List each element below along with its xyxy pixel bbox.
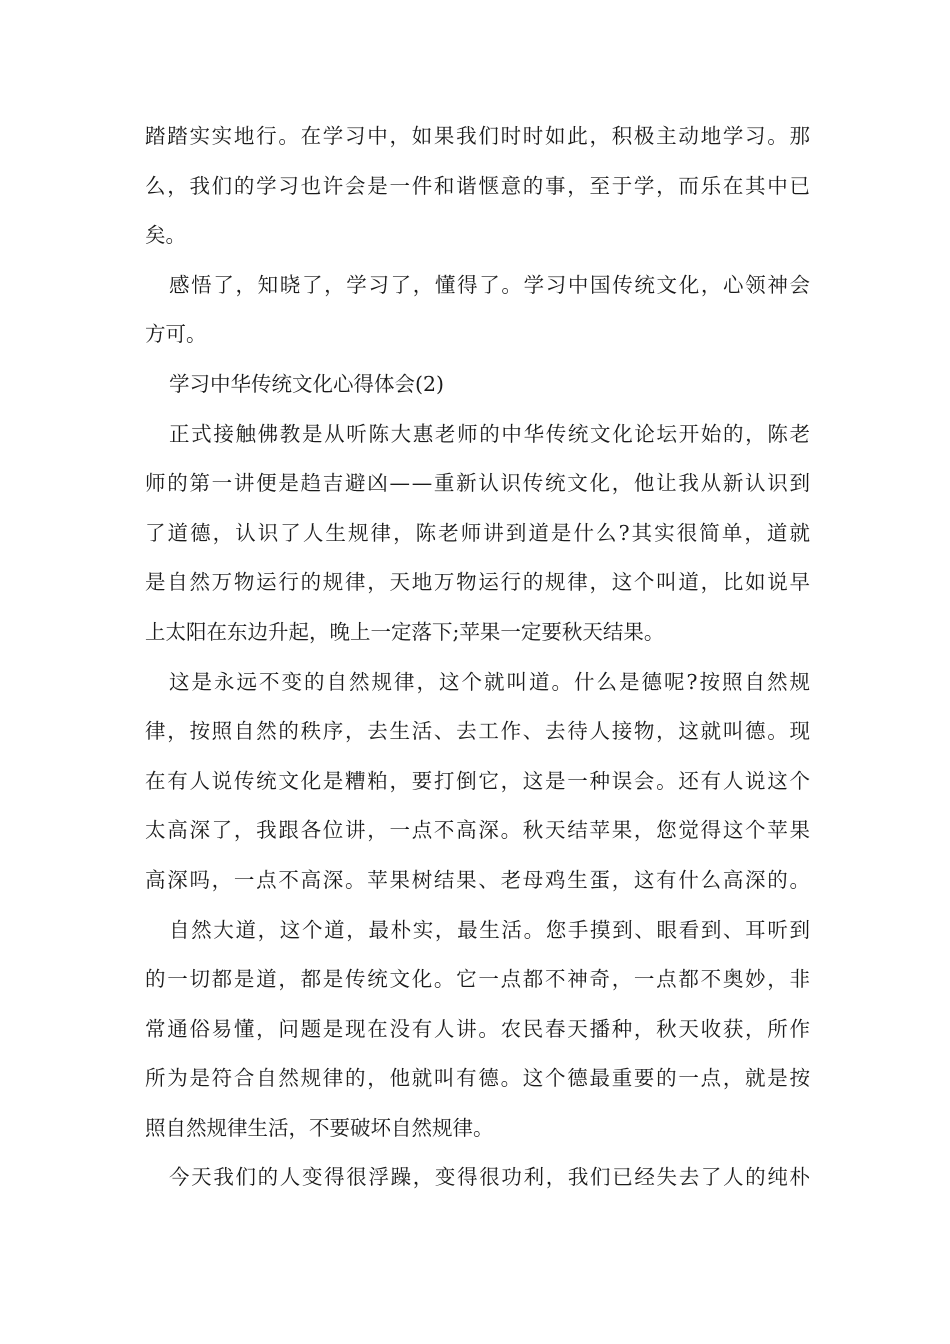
text-line: 踏踏实实地行。在学习中，如果我们时时如此，积极主动地学习。那 (145, 124, 812, 148)
text-line: 在有人说传统文化是糟粕，要打倒它，这是一种误会。还有人说这个 (145, 768, 812, 793)
text-line: 师的第一讲便是趋吉避凶——重新认识传统文化，他让我从新认识到 (145, 471, 812, 496)
text-line: 么，我们的学习也许会是一件和谐惬意的事，至于学，而乐在其中已 (145, 173, 812, 198)
text-line: 方可。 (145, 322, 207, 347)
text-line: 照自然规律生活，不要破坏自然规律。 (145, 1115, 494, 1140)
text-line: 的一切都是道，都是传统文化。它一点都不神奇，一点都不奥妙，非 (145, 967, 812, 992)
paragraph-6 (145, 1153, 810, 1203)
heading-line: 学习中华传统文化心得体会(2) (169, 371, 445, 396)
text-line: 常通俗易懂，问题是现在没有人讲。农民春天播种，秋天收获，所作 (145, 1016, 812, 1041)
text-line: 了道德，认识了人生规律，陈老师讲到道是什么?其实很简单，道就 (145, 520, 813, 545)
text-line: 太高深了，我跟各位讲，一点不高深。秋天结苹果，您觉得这个苹果 (145, 818, 812, 843)
text-line: 自然大道，这个道，最朴实，最生活。您手摸到、眼看到、耳听到 (169, 917, 812, 942)
paragraph-2 (145, 261, 810, 360)
text-line: 律，按照自然的秩序，去生活、去工作、去待人接物，这就叫德。现 (145, 719, 812, 744)
paragraph-1 (145, 112, 810, 261)
text-line: 上太阳在东边升起，晚上一定落下;苹果一定要秋天结果。 (145, 619, 665, 644)
text-line: 这是永远不变的自然规律，这个就叫道。什么是德呢?按照自然规 (169, 669, 812, 694)
document-page (145, 112, 813, 1203)
paragraph-4 (145, 658, 810, 906)
text-line: 是自然万物运行的规律，天地万物运行的规律，这个叫道，比如说早 (145, 570, 812, 595)
text-line: 正式接触佛教是从听陈大惠老师的中华传统文化论坛开始的，陈老 (169, 421, 812, 446)
text-line: 高深吗，一点不高深。苹果树结果、老母鸡生蛋，这有什么高深的。 (145, 867, 812, 892)
text-line: 矣。 (145, 223, 186, 248)
text-line: 今天我们的人变得很浮躁，变得很功利，我们已经失去了人的纯朴 (169, 1165, 812, 1190)
text-line: 所为是符合自然规律的，他就叫有德。这个德最重要的一点，就是按 (145, 1066, 812, 1091)
paragraph-5 (145, 906, 810, 1154)
paragraph-3 (145, 410, 813, 658)
text-line: 感悟了，知晓了，学习了，懂得了。学习中国传统文化，心领神会 (169, 272, 812, 297)
section-heading (145, 360, 810, 410)
